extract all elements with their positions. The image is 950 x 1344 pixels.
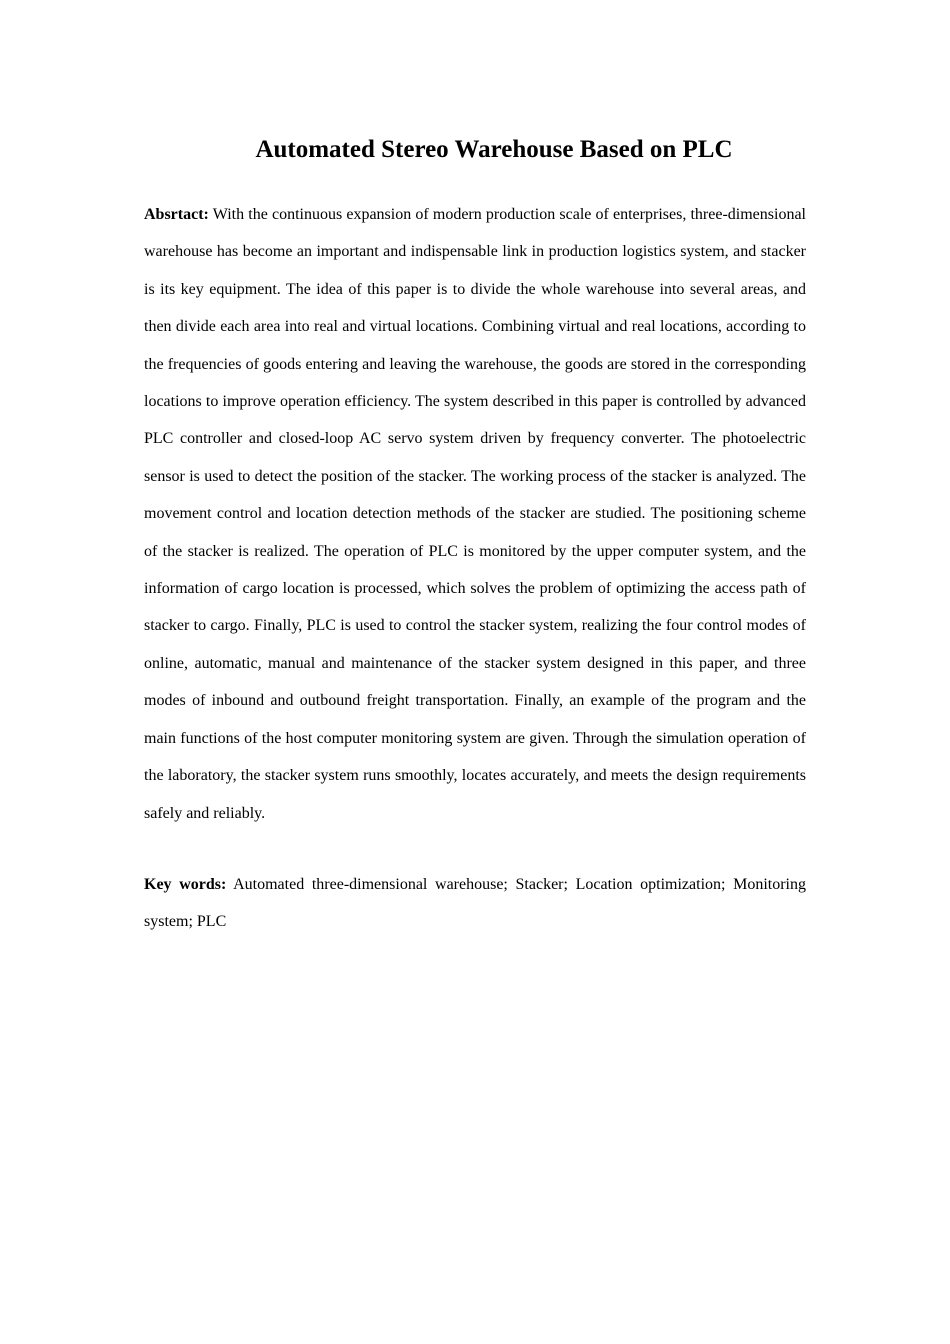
abstract-paragraph xyxy=(144,196,806,832)
keywords-text: Automated three-dimensional warehouse; Stacker; Location optimization; Monitoring system; PLC xyxy=(144,876,806,931)
paper-title: Automated Stereo Warehouse Based on PLC xyxy=(255,136,733,163)
abstract-label: Absrtact: xyxy=(144,206,209,223)
abstract-text: With the continuous expansion of modern production scale of enterprises, three-dimensional warehouse has become an important and indispensable link in production logistics system, and stacker is its key equipment. The idea of this paper is to divide the whole warehouse into several areas, and then divide each area into real and virtual locations. Combining virtual and real locations, according to the frequencies of goods entering and leaving the warehouse, the goods are stored in the corresponding locations to improve operation efficiency. The system described in this paper is controlled by advanced PLC controller and closed-loop AC servo system driven by frequency converter. The photoelectric sensor is used to detect the position of the stacker. The working process of the stacker is analyzed. The movement control and location detection methods of the stacker are studied. The positioning scheme of the stacker is realized. The operation of PLC is monitored by the upper computer system, and the information of cargo location is processed, which solves the problem of optimizing the access path of stacker to cargo. Finally, PLC is used to control the stacker system, realizing the four control modes of online, automatic, manual and maintenance of the stacker system designed in this paper, and three modes of inbound and outbound freight transportation. Finally, an example of the program and the main functions of the host computer monitoring system are given. Through the simulation operation of the laboratory, the stacker system runs smoothly, locates accurately, and meets the design requirements safely and reliably. xyxy=(144,206,806,822)
keywords-label: Key words: xyxy=(144,876,227,893)
keywords-paragraph xyxy=(144,866,806,941)
